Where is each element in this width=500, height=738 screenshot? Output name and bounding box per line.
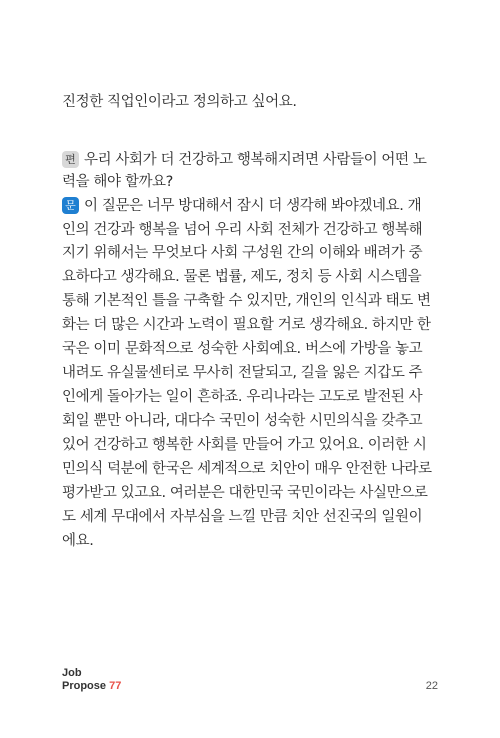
answer-line-1 — [62, 196, 421, 216]
question-line-1 — [62, 150, 426, 170]
answer-line-2: 인의 건강과 행복을 넘어 우리 사회 전체가 건강하고 행복해 — [62, 222, 423, 238]
answer-line-11: 있어 건강하고 행복한 사회를 만들어 가고 있어요. 이러한 시 — [62, 437, 427, 453]
intro-line: 진정한 직업인이라고 정의하고 싶어요. — [62, 94, 297, 110]
footer-series-label: Job — [62, 667, 82, 679]
answer-line-3: 지기 위해서는 무엇보다 사회 구성원 간의 이해와 배려가 중 — [62, 245, 423, 261]
answer-line-7: 국은 이미 문화적으로 성숙한 사회예요. 버스에 가방을 놓고 — [62, 341, 423, 357]
answer-badge: 문 — [62, 197, 79, 214]
answer-line-14: 도 세계 무대에서 자부심을 느낄 만큼 치안 선진국의 일원이 — [62, 509, 423, 525]
page-number: 22 — [425, 680, 438, 692]
answer-text-1: 이 질문은 너무 방대해서 잠시 더 생각해 봐야겠네요. 개 — [84, 198, 422, 214]
answer-line-9: 인에게 돌아가는 일이 흔하죠. 우리나라는 고도로 발전된 사 — [62, 389, 423, 405]
question-line-2: 력을 해야 할까요? — [62, 174, 173, 190]
answer-line-4: 요하다고 생각해요. 물론 법률, 제도, 정치 등 사회 시스템을 — [62, 269, 422, 285]
answer-line-6: 화는 더 많은 시간과 노력이 필요할 거로 생각해요. 하지만 한 — [62, 317, 431, 333]
answer-line-10: 회일 뿐만 아니라, 대다수 국민이 성숙한 시민의식을 갖추고 — [62, 413, 423, 429]
answer-line-12: 민의식 덕분에 한국은 세계적으로 치안이 매우 안전한 나라로 — [62, 461, 432, 477]
answer-line-8: 내려도 유실물센터로 무사히 전달되고, 길을 잃은 지갑도 주 — [62, 365, 423, 381]
question-badge: 편 — [62, 151, 79, 168]
question-text-1: 우리 사회가 더 건강하고 행복해지려면 사람들이 어떤 노 — [84, 152, 427, 168]
answer-line-5: 통해 기본적인 틀을 구축할 수 있지만, 개인의 인식과 태도 변 — [62, 293, 431, 309]
footer-title-number: 77 — [109, 680, 122, 692]
answer-line-15: 에요. — [62, 533, 94, 549]
footer-title-text: Propose — [62, 680, 107, 692]
answer-line-13: 평가받고 있고요. 여러분은 대한민국 국민이라는 사실만으로 — [62, 485, 428, 501]
footer-title — [62, 680, 121, 693]
